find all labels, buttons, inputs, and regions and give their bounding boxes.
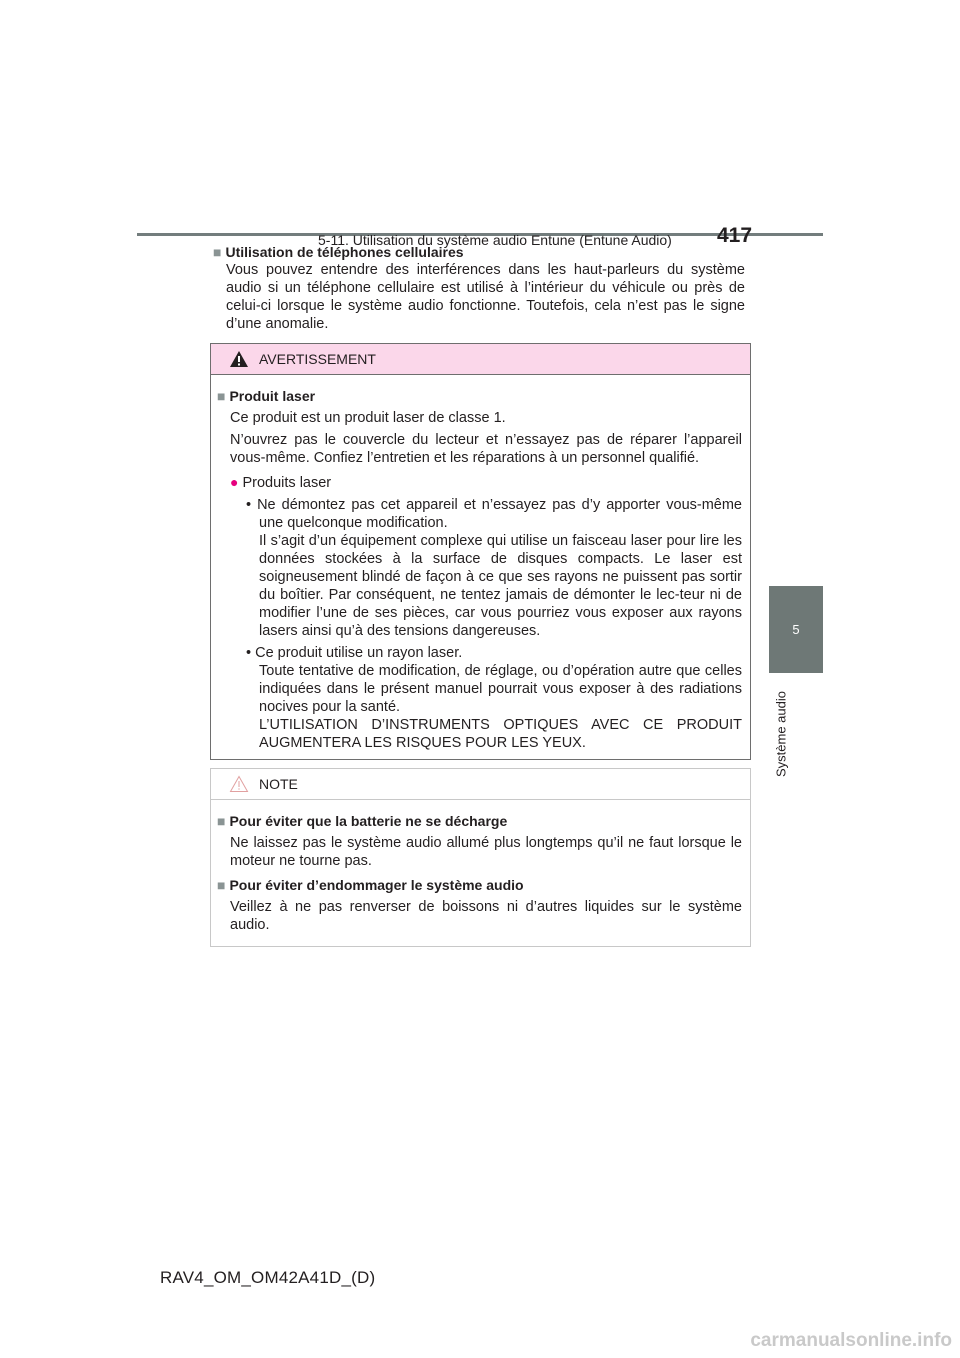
laser-service-text: N’ouvrez pas le couvercle du lecteur et n’essayez pas de réparer l’appareil vous-même. Confiez l’entretien et les réparations à un personnel qualifié. (230, 432, 742, 466)
warning-box (210, 343, 751, 760)
note-box (210, 768, 751, 947)
circle-bullet-icon: ● (230, 474, 239, 490)
square-bullet-icon: ■ (217, 388, 226, 404)
damage-text: Veillez à ne pas renverser de boissons ni d’autres liquides sur le système audio. (230, 899, 742, 933)
bullet-no-disassembly-detail: Il s’agit d’un équipement complexe qui utilise un faisceau laser pour lire les données stockées à la surface de disques compacts. Le laser est soigneusement blindé de façon à ce que ses rayons ne puissent pas sortir du boîtier. Par conséquent, ne tentez jamais de démonter le lec-teur ni de modifier l’une de ses pièces, car vous pourriez vous exposer aux rayons lasers ainsi qu’à des tensions dangereuses. (259, 533, 742, 639)
caution-triangle-icon (229, 775, 249, 793)
warning-header (211, 344, 750, 375)
note-header (211, 769, 750, 800)
battery-text: Ne laissez pas le système audio allumé plus longtemps qu’il ne faut lorsque le moteur ne tourne pas. (230, 835, 742, 869)
laser-class-text: Ce produit est un produit laser de classe 1. (230, 410, 506, 426)
bullet-laser-beam-caps: L’UTILISATION D’INSTRUMENTS OPTIQUES AVEC CE PRODUIT AUGMENTERA LES RISQUES POUR LES YEUX. (259, 717, 742, 751)
bullet-laser-beam-detail: Toute tentative de modification, de réglage, ou d’opération autre que celles indiquées dans le présent manuel pourrait vous exposer à des radiations nocives pour la santé. (259, 663, 742, 715)
bullet-laser-beam: • Ce produit utilise un rayon laser. (246, 645, 463, 661)
laser-products-heading: ● Produits laser (230, 474, 332, 491)
page-number: 417 (717, 224, 753, 247)
note-title: NOTE (259, 776, 298, 792)
intro-text: Vous pouvez entendre des interférences dans les haut-parleurs du système audio si un téléphone cellulaire est utilisé à l’intérieur du véhicule ou près de celui-ci lorsque le système audio fonctionne. Toutefois, cela n’est pas le signe d’une anomalie. (226, 262, 745, 332)
square-bullet-icon: ■ (217, 813, 226, 829)
square-bullet-icon: ■ (217, 877, 226, 893)
watermark: carmanualsonline.info (750, 1330, 952, 1351)
chapter-tab[interactable] (769, 586, 823, 673)
bullet-no-disassembly: • Ne démontez pas cet appareil et n’essayez pas d’y apporter vous-même une quelconque modification. (246, 497, 742, 531)
warning-triangle-icon (229, 350, 249, 368)
warning-title: AVERTISSEMENT (259, 351, 376, 367)
damage-heading: ■ Pour éviter d’endommager le système audio (217, 877, 524, 893)
section-title: 5-11. Utilisation du système audio Entune (Entune Audio) (318, 232, 672, 248)
laser-heading: ■ Produit laser (217, 388, 316, 404)
chapter-label: Système audio (773, 691, 789, 777)
chapter-number: 5 (792, 622, 800, 637)
square-bullet-icon: ■ (213, 244, 222, 260)
battery-heading: ■ Pour éviter que la batterie ne se décharge (217, 813, 508, 829)
intro-section (213, 243, 745, 333)
intro-heading: ■ Utilisation de téléphones cellulaires (213, 244, 464, 260)
manual-code: RAV4_OM_OM42A41D_(D) (160, 1268, 376, 1287)
